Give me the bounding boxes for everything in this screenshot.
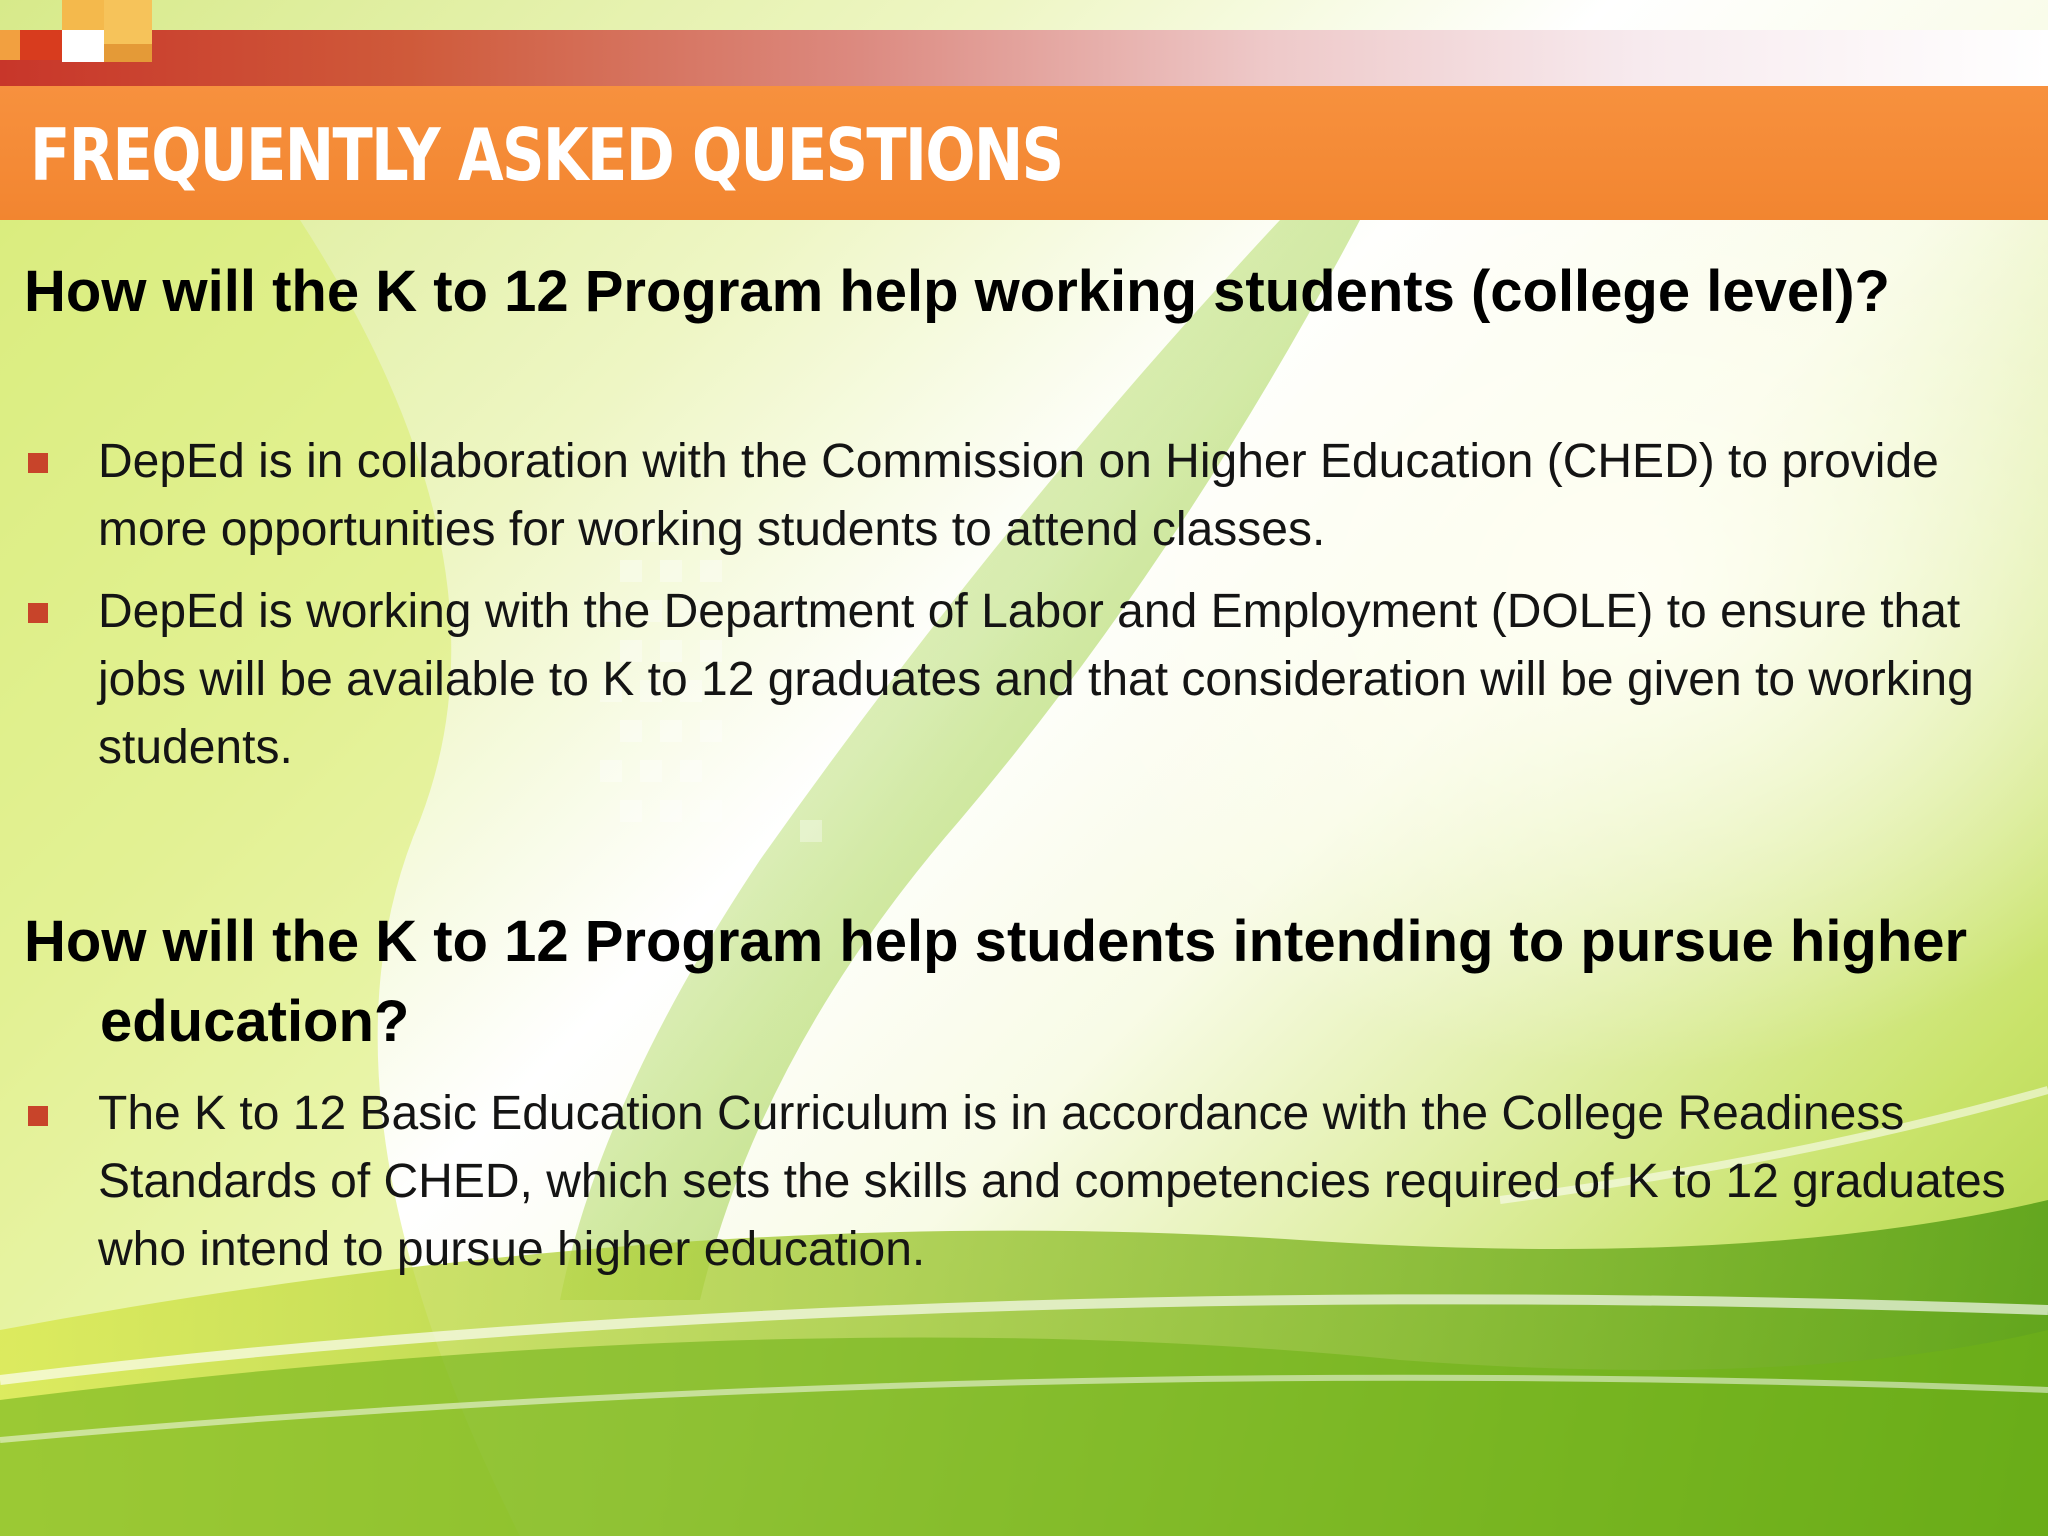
top-decorative-band bbox=[0, 30, 2048, 86]
faq-question: How will the K to 12 Program help working students (college level)? bbox=[24, 259, 1890, 324]
faq-answer: The K to 12 Basic Education Curriculum is in accordance with the College Readiness Standards of CHED, which sets the skills and competencies required of K to 12 graduates who intend to pursue higher education. bbox=[98, 1087, 2006, 1276]
bullet-marker bbox=[28, 603, 48, 623]
bullet-marker bbox=[28, 1106, 48, 1126]
corner-square bbox=[62, 30, 104, 62]
corner-square bbox=[62, 0, 104, 30]
faq-answer: DepEd is in collaboration with the Commission on Higher Education (CHED) to provide more opportunities for working students to attend classes. bbox=[98, 435, 1939, 556]
faq-question: How will the K to 12 Program help students intending to pursue higher education? bbox=[24, 909, 1968, 1054]
faq-answer: DepEd is working with the Department of Labor and Employment (DOLE) to ensure that jobs will be available to K to 12 graduates and that consideration will be given to working students. bbox=[98, 585, 1974, 774]
corner-square bbox=[0, 30, 20, 60]
bullet-marker bbox=[28, 453, 48, 473]
corner-square bbox=[104, 0, 152, 44]
page-title: FREQUENTLY ASKED QUESTIONS bbox=[30, 113, 1063, 197]
corner-square bbox=[20, 30, 62, 60]
corner-square bbox=[104, 44, 152, 62]
